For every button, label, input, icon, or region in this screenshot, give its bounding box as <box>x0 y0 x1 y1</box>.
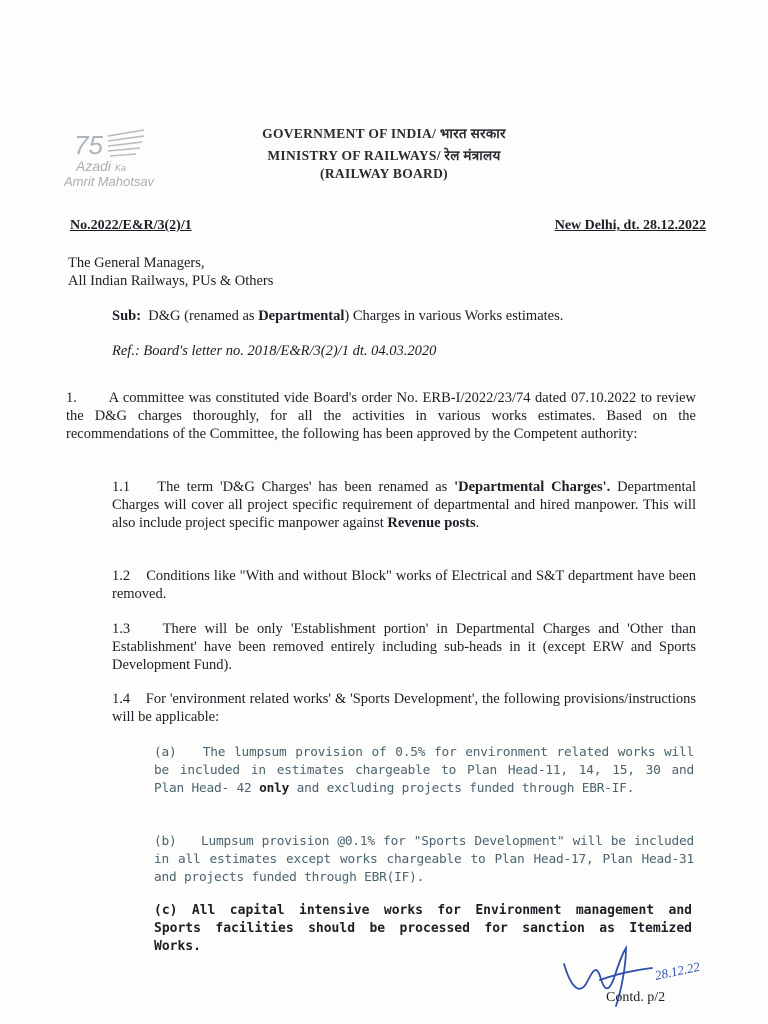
subject-line: Sub: D&G (renamed as Departmental) Charges in various Works estimates. <box>112 308 564 324</box>
header-ministry: MINISTRY OF RAILWAYS/ रेल मंत्रालय <box>267 148 501 163</box>
azadi-ka-amrit-mahotsav-logo <box>64 128 194 192</box>
paragraph-1-1: 1.1 The term 'D&G Charges' has been renamed as 'Departmental Charges'. Departmental Charges will cover all project specific requirement of departmental and hired manpower. This will also include project specific manpower against Revenue posts. <box>112 479 696 531</box>
addressee-line-2: All Indian Railways, PUs & Others <box>68 273 274 289</box>
letter-number: No.2022/E&R/3(2)/1 <box>70 218 192 233</box>
logo-line-1: Azadi Ka <box>76 158 126 174</box>
sub-item-c: (c) All capital intensive works for Environment management and Sports facilities should be processed for sanction as Itemized Works. <box>154 903 692 954</box>
paragraph-1: 1. A committee was constituted vide Board's order No. ERB-I/2022/23/74 dated 07.10.2022 to review the D&G charges thoroughly, for all the activities in various works estimates. Based on the recommendations of the Committee, the following has been approved by the Competent authority: <box>66 390 697 442</box>
subject-label: Sub: <box>112 308 142 324</box>
signature-date: 28.12.22 <box>653 958 702 983</box>
paragraph-1-4: 1.4 For 'environment related works' & 'Sports Development', the following provisions/instructions will be applicable: <box>112 691 697 725</box>
header-board: (RAILWAY BOARD) <box>320 166 448 181</box>
addressee-line-1: The General Managers, <box>68 255 205 271</box>
paragraph-1-3: 1.3 There will be only 'Establishment portion' in Departmental Charges and 'Other than Establishment' have been removed entirely including sub-heads in it (except ERW and Sports Development Fund). <box>112 621 697 673</box>
sub-item-b: (b) Lumpsum provision @0.1% for "Sports Development" will be included in all estimates except works chargeable to Plan Head-17, Plan Head-31 and projects funded through EBR(IF). <box>154 834 695 885</box>
reference-line: Ref.: Board's letter no. 2018/E&R/3(2)/1 dt. 04.03.2020 <box>112 343 437 359</box>
logo-number: 75 <box>74 130 103 160</box>
header-government: GOVERNMENT OF INDIA/ भारत सरकार <box>262 126 506 141</box>
sub-item-a: (a) The lumpsum provision of 0.5% for environment related works will be included in estimates chargeable to Plan Head-11, 14, 15, 30 and Plan Head- 42 only and excluding projects funded through EBR-IF. <box>154 745 694 796</box>
continued-note: Contd. p/2 <box>606 990 666 1005</box>
paragraph-number: 1. <box>66 390 77 406</box>
logo-line-2: Amrit Mahotsav <box>64 174 155 189</box>
paragraph-1-2: 1.2 Conditions like "With and without Block" works of Electrical and S&T department have been removed. <box>112 568 696 602</box>
letter-date: New Delhi, dt. 28.12.2022 <box>554 218 706 233</box>
